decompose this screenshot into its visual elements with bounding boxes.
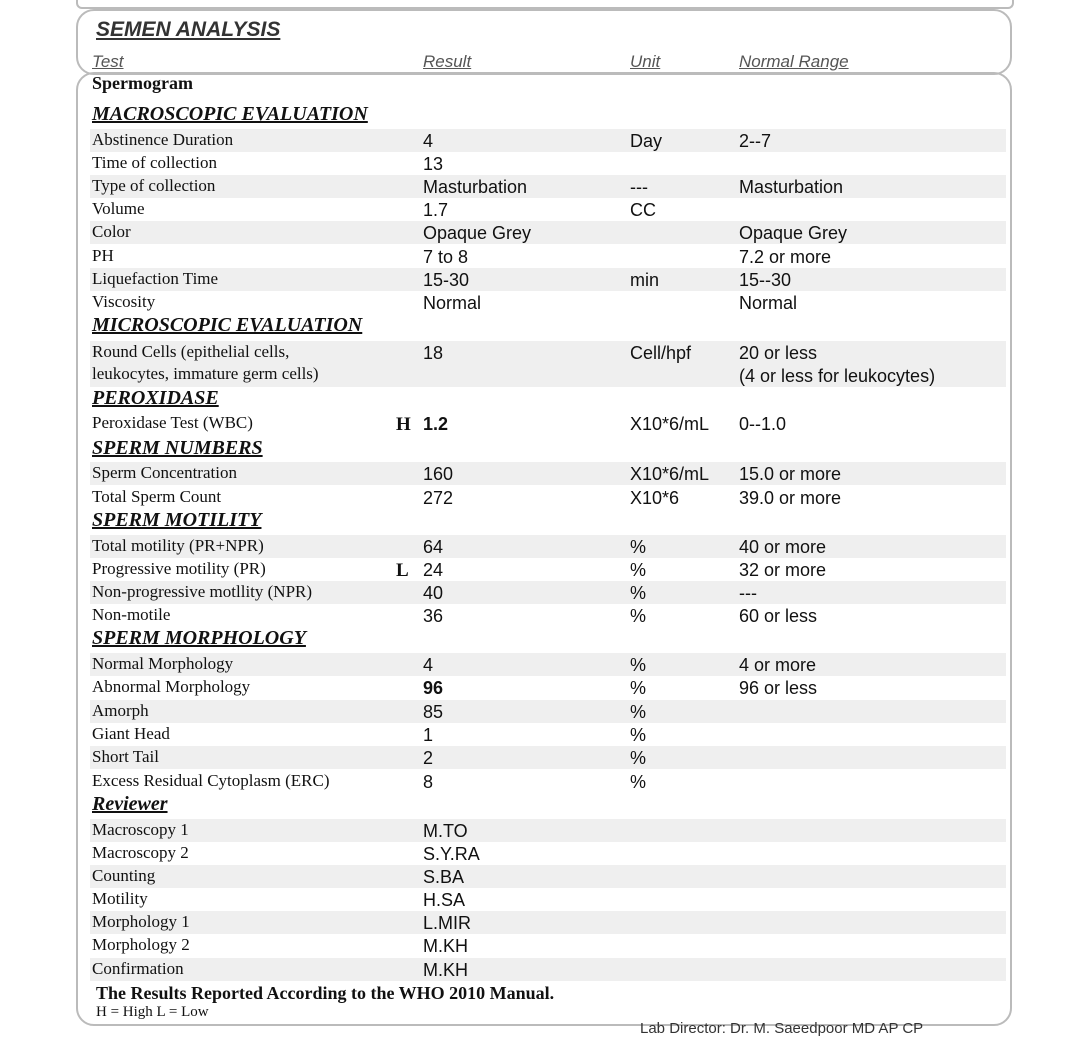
reviewer-role: Morphology 2 (92, 935, 190, 954)
result-value: 2 (423, 748, 434, 768)
result-value: 4 (423, 655, 434, 675)
unit: --- (630, 177, 648, 197)
test-name: Abnormal Morphology (92, 677, 251, 696)
unit: Cell/hpf (630, 343, 692, 363)
unit: Day (630, 131, 663, 151)
reviewer-initials: M.KH (423, 936, 468, 956)
normal-range: 60 or less (739, 606, 818, 626)
result-value: 1.7 (423, 200, 449, 220)
normal-range: Opaque Grey (739, 223, 848, 243)
test-name: Total motility (PR+NPR) (92, 536, 264, 555)
flag-legend: H = High L = Low (96, 1004, 209, 1020)
section-sperm-motility: SPERM MOTILITY (92, 509, 262, 531)
reviewer-role: Morphology 1 (92, 912, 190, 931)
table-row (90, 653, 1006, 676)
result-value: 85 (423, 702, 444, 722)
reviewer-initials: S.Y.RA (423, 844, 480, 864)
unit: % (630, 772, 647, 792)
result-value: Normal (423, 293, 482, 313)
who-manual-note: The Results Reported According to the WHO 2010 Manual. (96, 983, 555, 1003)
test-name: Normal Morphology (92, 654, 234, 673)
result-value: 36 (423, 606, 444, 626)
signature-text: Lab Director: Dr. M. Saeedpoor MD AP CP (640, 1020, 924, 1037)
table-row (90, 700, 1006, 723)
high-flag: H (396, 414, 411, 435)
table-row (90, 412, 1006, 435)
result-value: 7 to 8 (423, 247, 469, 267)
table-row (90, 842, 1006, 865)
normal-range: 0--1.0 (739, 414, 787, 434)
table-row (90, 770, 1006, 793)
section-peroxidase: PEROXIDASE (92, 387, 219, 409)
signature-line (640, 1020, 970, 1037)
test-name: Time of collection (92, 153, 217, 172)
result-value: 96 (423, 678, 444, 698)
result-value: 13 (423, 154, 444, 174)
reviewer-initials: M.TO (423, 821, 468, 841)
normal-range-line1: 20 or less (739, 343, 818, 363)
result-value: 160 (423, 464, 454, 484)
normal-range-line2: (4 or less for leukocytes) (739, 366, 936, 386)
table-row (90, 486, 1006, 509)
result-value: 1 (423, 725, 434, 745)
table-row (90, 268, 1006, 291)
test-name: Non-motile (92, 605, 171, 624)
unit: % (630, 678, 647, 698)
unit: % (630, 655, 647, 675)
table-row (90, 865, 1006, 888)
result-value: Masturbation (423, 177, 528, 197)
test-name: PH (92, 246, 114, 265)
table-row (90, 558, 1006, 581)
result-value: 8 (423, 772, 434, 792)
table-row (90, 581, 1006, 604)
result-value: 18 (423, 343, 444, 363)
table-row (90, 221, 1006, 244)
unit: min (630, 270, 660, 290)
normal-range: 2--7 (739, 131, 772, 151)
section-reviewer: Reviewer (92, 793, 168, 815)
unit: X10*6/mL (630, 414, 710, 434)
result-value: 24 (423, 560, 444, 580)
test-name: Color (92, 222, 131, 241)
subtitle-spermogram: Spermogram (92, 73, 193, 93)
result-value: 15-30 (423, 270, 470, 290)
report-title: SEMEN ANALYSIS (96, 18, 281, 41)
table-row (90, 535, 1006, 558)
unit: % (630, 583, 647, 603)
test-name: Viscosity (92, 292, 156, 311)
result-value: 40 (423, 583, 444, 603)
table-row (90, 888, 1006, 911)
test-name: Peroxidase Test (WBC) (92, 413, 253, 432)
table-row (90, 462, 1006, 485)
result-value: 1.2 (423, 414, 449, 434)
test-name: Liquefaction Time (92, 269, 219, 288)
unit: X10*6/mL (630, 464, 710, 484)
test-name: Volume (92, 199, 145, 218)
table-row (90, 934, 1006, 957)
test-name: Abstinence Duration (92, 130, 234, 149)
result-value: 64 (423, 537, 444, 557)
reviewer-initials: M.KH (423, 960, 468, 980)
normal-range: 7.2 or more (739, 247, 832, 267)
test-name: Non-progressive motllity (NPR) (92, 582, 313, 601)
test-name: Amorph (92, 701, 149, 720)
normal-range: Masturbation (739, 177, 844, 197)
unit: % (630, 606, 647, 626)
result-value: 272 (423, 488, 454, 508)
table-row (90, 291, 1006, 314)
unit: % (630, 560, 647, 580)
reviewer-role: Macroscopy 1 (92, 820, 189, 839)
low-flag: L (396, 560, 409, 581)
column-header-unit: Unit (630, 52, 661, 71)
test-name-line1: Round Cells (epithelial cells, (92, 342, 290, 361)
test-name: Sperm Concentration (92, 463, 237, 482)
normal-range: 40 or more (739, 537, 827, 557)
unit: X10*6 (630, 488, 680, 508)
reviewer-initials: H.SA (423, 890, 466, 910)
result-value: 4 (423, 131, 434, 151)
table-row (90, 175, 1006, 198)
reviewer-role: Macroscopy 2 (92, 843, 189, 862)
table-row (90, 198, 1006, 221)
normal-range: 32 or more (739, 560, 827, 580)
table-row (90, 129, 1006, 152)
reviewer-role: Confirmation (92, 959, 184, 978)
section-macroscopic: MACROSCOPIC EVALUATION (92, 103, 368, 125)
normal-range: 15--30 (739, 270, 792, 290)
table-row (90, 152, 1006, 175)
table-row (90, 958, 1006, 981)
test-name: Progressive motility (PR) (92, 559, 266, 578)
reviewer-role: Motility (92, 889, 148, 908)
table-row (90, 676, 1006, 699)
section-sperm-morphology: SPERM MORPHOLOGY (92, 627, 306, 649)
test-name: Total Sperm Count (92, 487, 222, 506)
normal-range: 4 or more (739, 655, 817, 675)
column-header-test: Test (92, 52, 124, 71)
table-row (90, 746, 1006, 769)
test-name: Short Tail (92, 747, 159, 766)
unit: % (630, 537, 647, 557)
reviewer-initials: S.BA (423, 867, 465, 887)
table-row (90, 341, 1006, 387)
column-header-result: Result (423, 52, 472, 71)
normal-range: 39.0 or more (739, 488, 842, 508)
table-row (90, 245, 1006, 268)
normal-range: Normal (739, 293, 798, 313)
test-name: Type of collection (92, 176, 216, 195)
test-name: Giant Head (92, 724, 170, 743)
reviewer-role: Counting (92, 866, 156, 885)
section-microscopic: MICROSCOPIC EVALUATION (92, 314, 363, 336)
normal-range: 15.0 or more (739, 464, 842, 484)
table-row (90, 723, 1006, 746)
unit: % (630, 748, 647, 768)
previous-section-border (76, 0, 1014, 9)
table-row (90, 819, 1006, 842)
table-row (90, 911, 1006, 934)
unit: % (630, 725, 647, 745)
section-sperm-numbers: SPERM NUMBERS (92, 437, 263, 459)
normal-range: --- (739, 583, 757, 603)
unit: CC (630, 200, 656, 220)
result-value: Opaque Grey (423, 223, 532, 243)
reviewer-initials: L.MIR (423, 913, 472, 933)
normal-range: 96 or less (739, 678, 818, 698)
test-name: Excess Residual Cytoplasm (ERC) (92, 771, 330, 790)
test-name-line2: leukocytes, immature germ cells) (92, 364, 319, 383)
unit: % (630, 702, 647, 722)
column-header-normal-range: Normal Range (739, 52, 849, 71)
table-row (90, 604, 1006, 627)
